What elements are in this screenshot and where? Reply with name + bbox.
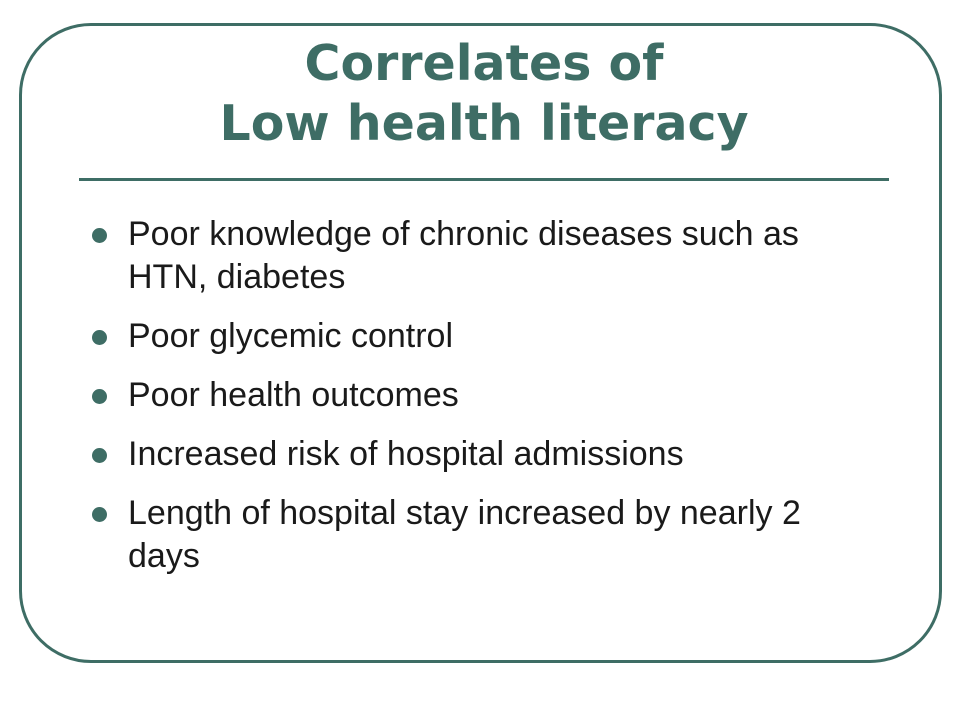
bullet-text: Poor knowledge of chronic diseases such as HTN, diabetes: [128, 215, 799, 296]
bullet-text: Poor health outcomes: [128, 376, 459, 414]
bullet-dot-icon: [92, 448, 107, 463]
bullet-text: Increased risk of hospital admissions: [128, 435, 684, 473]
bullet-dot-icon: [92, 228, 107, 243]
bullet-list: [92, 213, 882, 594]
bullet-dot-icon: [92, 507, 107, 522]
bullet-item: [92, 374, 882, 417]
bullet-item: [92, 492, 882, 578]
bullet-item: [92, 433, 882, 476]
bullet-text: Length of hospital stay increased by nearly 2 days: [128, 494, 801, 575]
title-divider: [79, 178, 889, 181]
title-line-1: Correlates of: [304, 35, 664, 92]
bullet-dot-icon: [92, 389, 107, 404]
bullet-dot-icon: [92, 330, 107, 345]
bullet-text: Poor glycemic control: [128, 317, 454, 355]
slide-title: [79, 34, 889, 154]
bullet-item: [92, 315, 882, 358]
title-line-2: Low health literacy: [219, 95, 749, 152]
bullet-item: [92, 213, 882, 299]
